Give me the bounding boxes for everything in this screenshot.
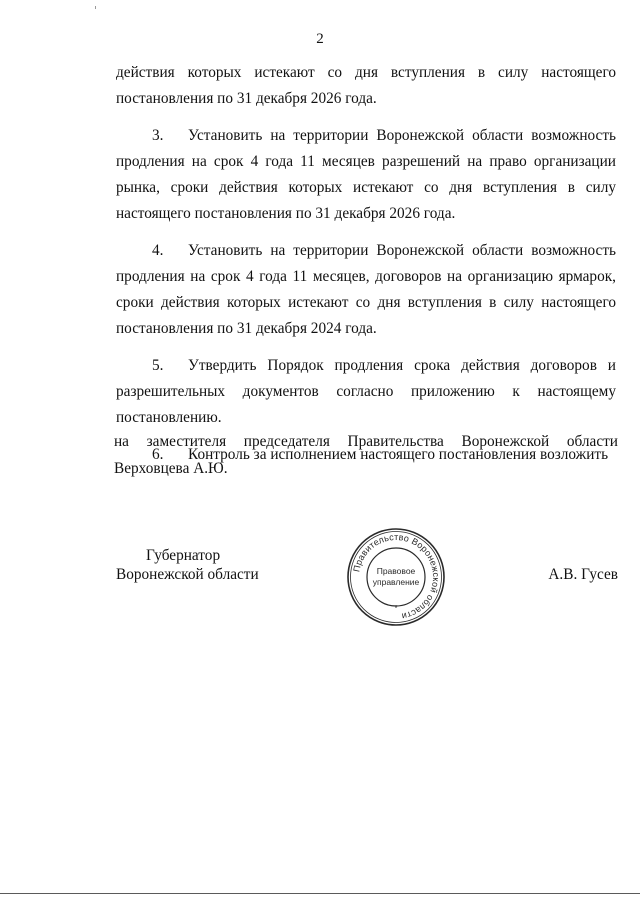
paragraph-5: [116, 353, 616, 431]
paragraph-4-number: 4.: [152, 242, 164, 259]
document-body: [116, 60, 616, 468]
stamp-seal-icon: [346, 527, 446, 627]
signature-name: А.В. Гусев: [548, 566, 618, 583]
paragraph-4: [116, 238, 616, 342]
paragraph-5-text: Утвердить Порядок продления срока действия договоров и разрешительных документов согласно приложению к настоящему постановлению.: [116, 357, 616, 426]
paragraph-continuation: действия которых истекают со дня вступления в силу настоящего постановления по 31 декабря 2026 года.: [116, 64, 616, 107]
signature-title-line2: Воронежской области: [116, 566, 259, 583]
stamp-inner-line1: Правовое: [376, 566, 416, 576]
paragraph-6-number: 6.: [152, 446, 164, 463]
stamp-outer-text: Правительство Воронежской области: [351, 531, 442, 622]
stamp-inner-line2: управление: [372, 577, 420, 587]
scan-artifact: [95, 6, 96, 9]
paragraph-3: [116, 123, 616, 227]
paragraph-3-text: Установить на территории Воронежской области возможность продления на срок 4 года 11 месяцев разрешений на право организации рынка, сроки действия которых истекают со дня вступления в силу настоящего постановления по 31 декабря 2026 года.: [116, 127, 616, 222]
paragraph-5-number: 5.: [152, 357, 164, 374]
paragraph-3-number: 3.: [152, 127, 164, 144]
paragraph-6-text-line3: Верховцева А.Ю.: [114, 460, 228, 477]
stamp-bottom-mark: *: [394, 604, 398, 613]
paragraph-6-continuation: [114, 428, 618, 482]
page-number: 2: [316, 31, 324, 47]
official-stamp: [346, 527, 446, 627]
signature-title-line1: Губернатор: [146, 547, 221, 564]
paragraph-6-text-line1: Контроль за исполнением настоящего постановления возложить: [188, 446, 609, 463]
scan-edge-line: [0, 893, 640, 894]
paragraph-4-text: Установить на территории Воронежской области возможность продления на срок 4 года 11 месяцев, договоров на организацию ярмарок, сроки действия которых истекают со дня вступления в силу настоящего постановления по 31 декабря 2024 года.: [116, 242, 616, 337]
paragraph-6-text-line2: на заместителя председателя Правительства Воронежской области: [114, 433, 618, 450]
